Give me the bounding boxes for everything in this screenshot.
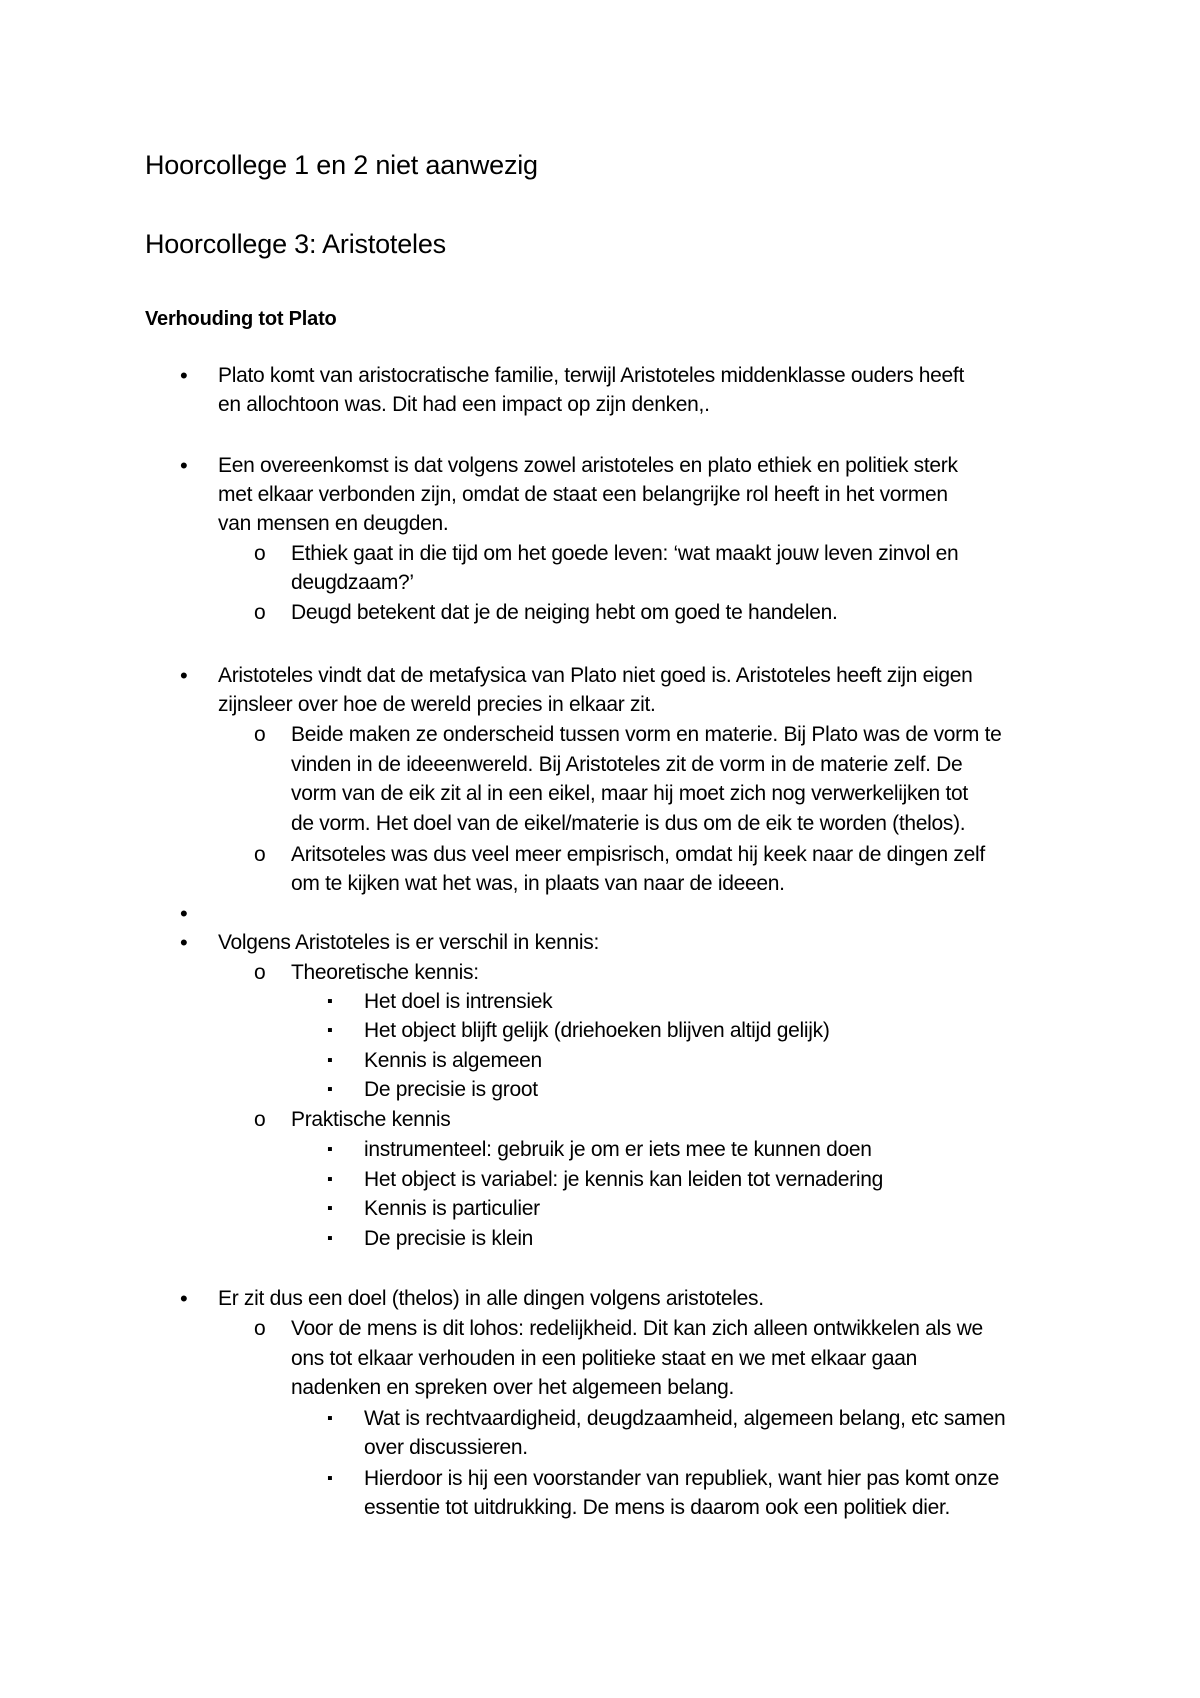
sublist-item-text: vorm van de eik zit al in een eikel, maar hij moet zich nog verwerkelijken tot xyxy=(291,782,968,805)
list-item-text: zijnsleer over hoe de wereld precies in elkaar zit. xyxy=(218,693,656,716)
sublist-item-text: Praktische kennis xyxy=(291,1108,451,1131)
subsublist-marker: ▪ xyxy=(327,1410,333,1427)
sublist-item-text: Aritsoteles was dus veel meer empisrisch, omdat hij keek naar de dingen zelf xyxy=(291,843,985,866)
sublist-item-text: vinden in de ideeenwereld. Bij Aristoteles zit de vorm in de materie zelf. De xyxy=(291,753,963,776)
subsublist-marker: ▪ xyxy=(327,1081,333,1098)
subsublist-marker: ▪ xyxy=(327,1470,333,1487)
list-bullet: • xyxy=(180,363,188,388)
list-bullet: • xyxy=(180,453,188,478)
sublist-item-text: Voor de mens is dit lohos: redelijkheid. Dit kan zich alleen ontwikkelen als we xyxy=(291,1317,983,1340)
sublist-item-text: om te kijken wat het was, in plaats van naar de ideeen. xyxy=(291,872,785,895)
list-bullet: • xyxy=(180,1286,188,1311)
sublist-item-text: Deugd betekent dat je de neiging hebt om goed te handelen. xyxy=(291,601,838,624)
list-bullet: • xyxy=(180,663,188,688)
sublist-marker: o xyxy=(254,843,266,866)
list-item-text: Plato komt van aristocratische familie, terwijl Aristoteles middenklasse ouders heeft xyxy=(218,364,965,387)
subsublist-marker: ▪ xyxy=(327,1052,333,1069)
heading-hoorcollege-3: Hoorcollege 3: Aristoteles xyxy=(145,229,446,259)
sublist-marker: o xyxy=(254,601,266,624)
subsublist-item-text: Kennis is particulier xyxy=(364,1197,540,1220)
sublist-marker: o xyxy=(254,723,266,746)
sublist-marker: o xyxy=(254,542,266,565)
list-item-text: Een overeenkomst is dat volgens zowel aristoteles en plato ethiek en politiek sterk xyxy=(218,454,958,477)
list-item-text: met elkaar verbonden zijn, omdat de staat een belangrijke rol heeft in het vormen xyxy=(218,483,948,506)
subsublist-item-text: Kennis is algemeen xyxy=(364,1049,542,1072)
subsublist-item-text: Het object blijft gelijk (driehoeken blijven altijd gelijk) xyxy=(364,1019,830,1042)
sublist-item-text: Ethiek gaat in die tijd om het goede leven: ‘wat maakt jouw leven zinvol en xyxy=(291,542,959,565)
sublist-item-text: nadenken en spreken over het algemeen belang. xyxy=(291,1376,735,1399)
subsublist-marker: ▪ xyxy=(327,1230,333,1247)
subsublist-marker: ▪ xyxy=(327,1141,333,1158)
sublist-marker: o xyxy=(254,961,266,984)
subsublist-item-text: Wat is rechtvaardigheid, deugdzaamheid, algemeen belang, etc samen xyxy=(364,1407,1006,1430)
subsublist-marker: ▪ xyxy=(327,1022,333,1039)
subsublist-item-text: instrumenteel: gebruik je om er iets mee te kunnen doen xyxy=(364,1138,872,1161)
list-item-text: Volgens Aristoteles is er verschil in kennis: xyxy=(218,931,600,954)
subsublist-marker: ▪ xyxy=(327,1200,333,1217)
sublist-item-text: Beide maken ze onderscheid tussen vorm en materie. Bij Plato was de vorm te xyxy=(291,723,1002,746)
list-item-text: Aristoteles vindt dat de metafysica van Plato niet goed is. Aristoteles heeft zijn eigen xyxy=(218,664,973,687)
list-bullet-empty: • xyxy=(180,901,188,926)
subsublist-marker: ▪ xyxy=(327,993,333,1010)
subsublist-item-text: De precisie is klein xyxy=(364,1227,534,1250)
section-heading-verhouding: Verhouding tot Plato xyxy=(145,308,337,330)
sublist-item-text: deugdzaam?’ xyxy=(291,571,414,594)
subsublist-marker: ▪ xyxy=(327,1171,333,1188)
list-item-text: en allochtoon was. Dit had een impact op zijn denken,. xyxy=(218,393,710,416)
subsublist-item-text: De precisie is groot xyxy=(364,1078,538,1101)
subsublist-item-text: Hierdoor is hij een voorstander van republiek, want hier pas komt onze xyxy=(364,1467,1000,1490)
subsublist-item-text: over discussieren. xyxy=(364,1436,528,1459)
sublist-marker: o xyxy=(254,1108,266,1131)
list-item-text: van mensen en deugden. xyxy=(218,512,449,535)
sublist-marker: o xyxy=(254,1317,266,1340)
sublist-item-text: Theoretische kennis: xyxy=(291,961,479,984)
subsublist-item-text: Het doel is intrensiek xyxy=(364,990,553,1013)
sublist-item-text: ons tot elkaar verhouden in een politieke staat en we met elkaar gaan xyxy=(291,1347,918,1370)
list-item-text: Er zit dus een doel (thelos) in alle dingen volgens aristoteles. xyxy=(218,1287,764,1310)
subsublist-item-text: essentie tot uitdrukking. De mens is daarom ook een politiek dier. xyxy=(364,1496,951,1519)
heading-hoorcollege-1-2: Hoorcollege 1 en 2 niet aanwezig xyxy=(145,150,538,180)
list-bullet: • xyxy=(180,930,188,955)
subsublist-item-text: Het object is variabel: je kennis kan leiden tot vernadering xyxy=(364,1168,883,1191)
sublist-item-text: de vorm. Het doel van de eikel/materie is dus om de eik te worden (thelos). xyxy=(291,812,966,835)
